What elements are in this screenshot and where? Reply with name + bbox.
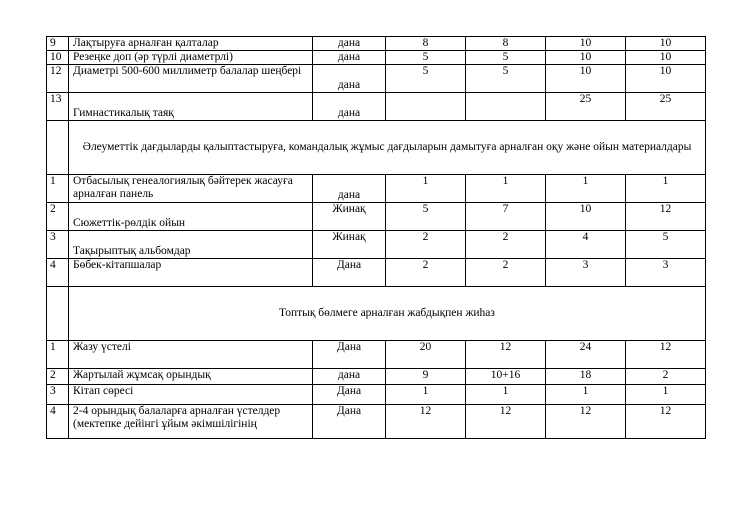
qty-cell: 5 [466,65,546,93]
item-unit: дана [313,93,386,121]
item-name: Гимнастикалық таяқ [69,93,313,121]
qty-cell: 5 [466,51,546,65]
qty-cell: 10 [546,203,626,231]
item-unit: Дана [313,385,386,405]
qty-cell: 9 [386,369,466,385]
qty-cell: 1 [386,385,466,405]
item-name: Отбасылық генеалогиялық бәйтерек жасауға арналған панель [69,175,313,203]
item-name: Сюжеттік-рөлдік ойын [69,203,313,231]
qty-cell: 1 [466,385,546,405]
item-name: Лақтыруға арналған қалталар [69,37,313,51]
qty-cell: 2 [386,259,466,287]
qty-cell: 20 [386,341,466,369]
qty-cell: 10+16 [466,369,546,385]
qty-cell: 24 [546,341,626,369]
qty-cell [466,93,546,121]
item-name: Тақырыптық альбомдар [69,231,313,259]
table-row [47,65,706,93]
table-row [47,175,706,203]
qty-cell: 12 [626,203,706,231]
qty-cell: 1 [546,175,626,203]
qty-cell: 2 [386,231,466,259]
item-unit: Дана [313,341,386,369]
qty-cell: 12 [626,405,706,439]
item-unit: Жинақ [313,203,386,231]
qty-cell: 2 [466,259,546,287]
qty-cell: 10 [546,51,626,65]
qty-cell: 12 [386,405,466,439]
section-row [47,287,706,341]
qty-cell: 5 [386,203,466,231]
row-number: 1 [47,175,69,203]
item-name: Жартылай жұмсақ орындық [69,369,313,385]
qty-cell: 7 [466,203,546,231]
row-number: 2 [47,369,69,385]
qty-cell: 1 [626,385,706,405]
item-name: Резеңке доп (әр түрлі диаметрлі) [69,51,313,65]
qty-cell: 10 [546,65,626,93]
qty-cell: 1 [626,175,706,203]
section-heading: Топтық бөлмеге арналған жабдықпен жиһаз [69,287,706,341]
row-number: 13 [47,93,69,121]
qty-cell: 2 [466,231,546,259]
qty-cell: 12 [626,341,706,369]
row-number: 1 [47,341,69,369]
qty-cell: 1 [386,175,466,203]
qty-cell: 1 [466,175,546,203]
qty-cell: 10 [626,37,706,51]
table-row [47,203,706,231]
table-row [47,385,706,405]
row-number: 4 [47,259,69,287]
item-name: Кітап сөресі [69,385,313,405]
row-number: 9 [47,37,69,51]
item-unit: Дана [313,259,386,287]
item-name: Бөбек-кітапшалар [69,259,313,287]
qty-cell: 4 [546,231,626,259]
table-row [47,93,706,121]
qty-cell: 5 [386,65,466,93]
row-number: 4 [47,405,69,439]
qty-cell: 18 [546,369,626,385]
item-unit: Дана [313,405,386,439]
row-number: 3 [47,385,69,405]
item-name: Диаметрі 500-600 миллиметр балалар шеңбері [69,65,313,93]
table-row [47,405,706,439]
qty-cell: 2 [626,369,706,385]
item-unit: Жинақ [313,231,386,259]
qty-cell: 3 [626,259,706,287]
section-heading: Әлеуметтік дағдыларды қалыптастыруға, командалық жұмыс дағдыларын дамытуға арналған оқу және ойын материалдары [69,121,706,175]
item-name: 2-4 орындық балаларға арналған үстелдер (мектепке дейінгі ұйым әкімшілігінің [69,405,313,439]
section-row [47,121,706,175]
item-unit: дана [313,51,386,65]
qty-cell: 5 [626,231,706,259]
table-row [47,51,706,65]
qty-cell: 25 [626,93,706,121]
table-row [47,259,706,287]
qty-cell: 12 [466,341,546,369]
qty-cell: 12 [546,405,626,439]
item-unit: дана [313,65,386,93]
table-row [47,369,706,385]
qty-cell [386,93,466,121]
table-row [47,37,706,51]
qty-cell: 8 [386,37,466,51]
qty-cell: 10 [626,51,706,65]
qty-cell: 10 [546,37,626,51]
qty-cell: 8 [466,37,546,51]
qty-cell: 5 [386,51,466,65]
row-number: 12 [47,65,69,93]
item-unit: дана [313,369,386,385]
table-row [47,231,706,259]
row-number: 10 [47,51,69,65]
item-name: Жазу үстелі [69,341,313,369]
section-spacer [47,121,69,175]
item-unit: дана [313,37,386,51]
qty-cell: 12 [466,405,546,439]
section-spacer [47,287,69,341]
row-number: 3 [47,231,69,259]
qty-cell: 25 [546,93,626,121]
qty-cell: 10 [626,65,706,93]
qty-cell: 3 [546,259,626,287]
table-row [47,341,706,369]
row-number: 2 [47,203,69,231]
item-unit: дана [313,175,386,203]
equipment-table [46,36,706,439]
qty-cell: 1 [546,385,626,405]
